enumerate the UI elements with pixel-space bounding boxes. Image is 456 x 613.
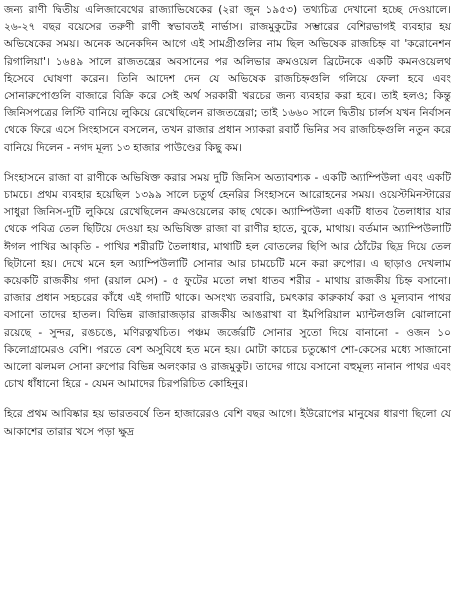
paragraph-coronation-history: জন্য রাণী দ্বিতীয় এলিজাবেথের রাজ্যাভিষেকের (২রা জুন ১৯৫৩) তথ্যচিত্র দেখানো হচ্ছে দেওয়ালে। ২৬-২৭ বছর বয়েসের তরুণী রাণী স্বভাবতই নার্ভাস। রাজমুকুটের সম্ভারের বেশিরভাগই ব্যবহার হয় অভিষেকের সময়। অনেক অনেকদিন আগে এই সামগ্রীগুলির নাম ছিল অভিষেক রাজচিহ্ন বা 'করোনেশন রিগালিয়া'। ১৬৪৯ সালে রাজতন্ত্রের অবসানের পর অলিভার ক্রমওয়েল ব্রিটেনকে একটি কমনওয়েলথ হিসেবে ঘোষণা করেন। তিনি আদেশ দেন যে অভিষেক রাজচিহ্নগুলি গলিয়ে ফেলা হবে এবং সোনারুপোগুলি বাজারে বিক্রি করে সেই অর্থ সরকারী খরচের জন্য ব্যবহার করা হবে। তাই হলও; কিন্তু জিনিসপত্রের লিস্টি বানিয়ে লুকিয়ে রেখেছিলেন রাজতন্ত্রেরা; তাই ১৬৬০ সালে দ্বিতীয় চার্লস যখন নির্বাসন থেকে ফিরে এসে সিংহাসনে বসলেন, তখন রাজার প্রধান স্যাকরা রবার্ট ভিনির সব রাজচিহ্নগুলি নতুন করে বানিয়ে দিলেন - নগদ মূল্য ১৩ হাজার পাউণ্ডের কিছু কম। [4, 4, 451, 154]
paragraph-diamond-history: হিরে প্রথম আবিষ্কার হয় ভারতবর্ষে তিন হাজারেরও বেশি বছর আগে। ইউরোপের মানুষের ধারণা ছিলো যে আকাশের তারার খসে পড়া ক্ষুদ্র [4, 408, 451, 438]
paragraph-ampulla-and-regalia: সিংহাসনে রাজা বা রাণীকে অভিষিক্ত করার সময় দুটি জিনিস অত্যাবশ্যক - একটি অ্যাম্পিউলা এবং একটি চামচে। প্রথম ব্যবহার হয়েছিল ১৩৯৯ সালে চতুর্থ হেনরির সিংহাসনে আরোহনের সময়। ওয়েস্টমিনস্টারের সাধুরা জিনিস-দুটি লুকিয়ে রেখেছিলেন ক্রমওয়েলের কাছ থেকে। অ্যাম্পিউলা একটি ধাতব তৈলাধার যার থেকে পবিত্র তেল ছিটিয়ে দেওয়া হয় অভিষিক্ত রাজা বা রাণীর হাতে, বুকে, মাথায়। বর্তমান অ্যাম্পিউলাটি ঈগল পাখির আকৃতি - পাখির শরীরটি তৈলাধার, মাথাটি হল বোতলের ছিপি আর ঠোঁটের ছিদ্র দিয়ে তেল ছিটানো হয়। দেখে মনে হল অ্যাম্পিউলাটি সোনার আর চামচেটি মনে করা রুপোর। এ ছাড়াও দেখলাম কয়েকটি রাজকীয় গদা (রয়াল মেস) - ৫ ফুটের মতো লম্বা ধাতব শরীর - মাথায় রাজকীয় চিহ্ন বসানো। রাজার প্রধান সহচরের কাঁধে এই গদাটি থাকে। অসংখ্য তরবারি, চমৎকার কারুকার্য করা ও মূল্যবান পাথর বসানো তাদের হাতল। বিভিন্ন রাজারাজড়ার রাজকীয় আঙরাখা বা ইমপিরিয়াল ম্যান্টলগুলি ঝোলানো রয়েছে - সুন্দর, রঙচঙে, মণিরত্নখচিত। পঞ্চম জর্জেরটি সোনার সুতো দিয়ে বানানো - ওজন ১০ কিলোগ্রামেরও বেশি। পরতে বেশ অসুবিধে হত মনে হয়। মোটা কাচের চতুষ্কোণ শো-কেসের মধ্যে সাজানো আলো ঝলমল সোনা রুপোর বিভিন্ন অলংকার ও রাজমুকুট। তাদের গায়ে বসানো বহুমূল্য নানান পাথর এবং চোখ ধাঁধানো হিরে - যেমন আমাদের চিরপরিচিত কোহিনুর। [4, 171, 451, 391]
